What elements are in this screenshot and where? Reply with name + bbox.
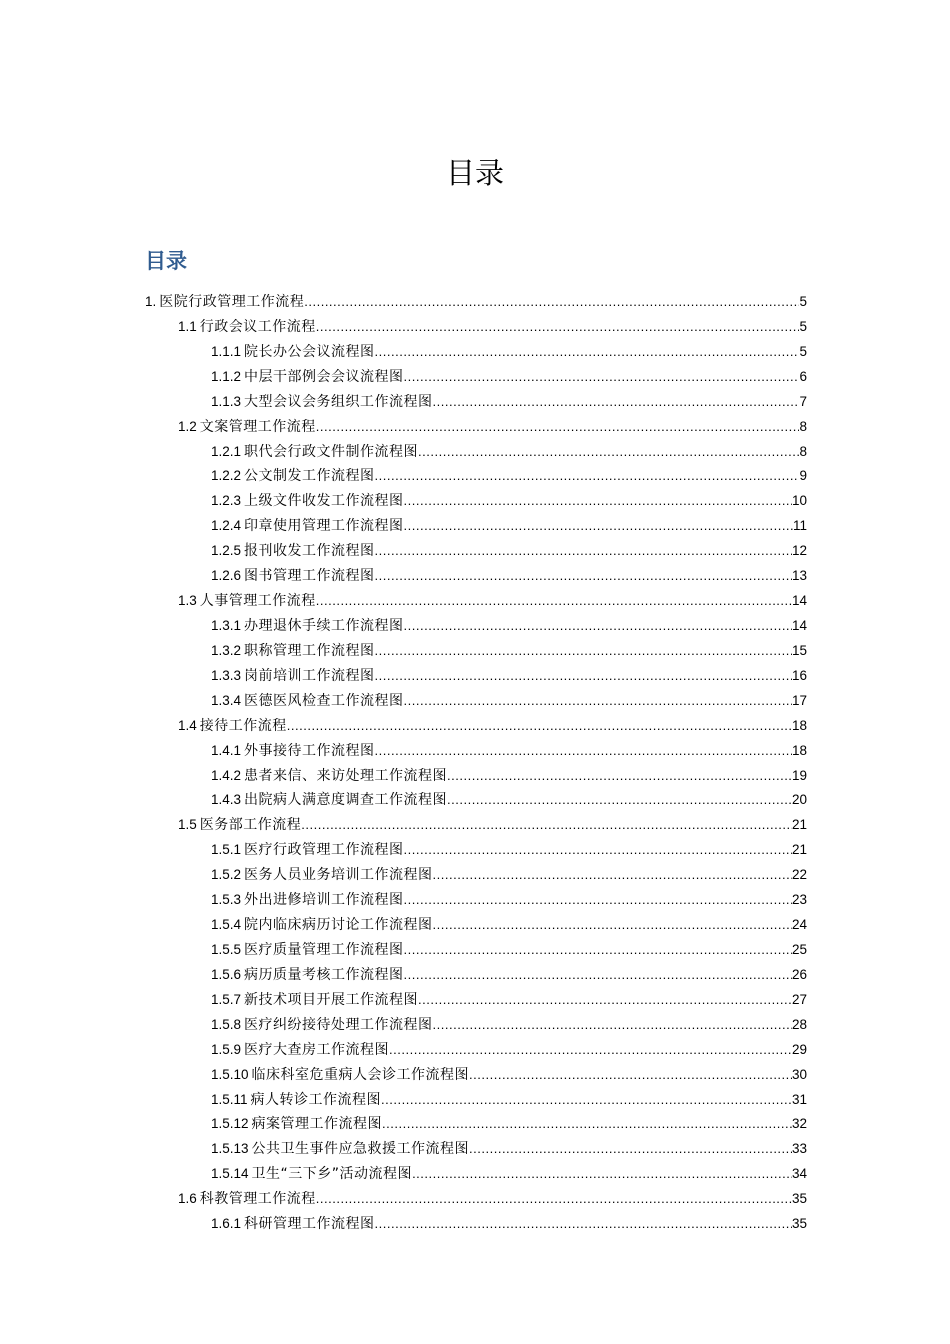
toc-entry-title: 医疗大查房工作流程图: [244, 1041, 390, 1058]
toc-entry[interactable]: [145, 838, 807, 863]
toc-entry-number: 1.5.2: [211, 867, 242, 883]
toc-entry-page-number: 23: [791, 892, 807, 908]
toc-entry-page-number: 31: [791, 1091, 807, 1107]
toc-entry-number: 1.2.1: [211, 443, 242, 459]
toc-entry-number: 1.5.6: [211, 966, 242, 982]
toc-entry-number: 1.3.2: [211, 642, 242, 658]
toc-dot-leader: [375, 539, 792, 564]
toc-dot-leader: [404, 514, 793, 539]
toc-entry[interactable]: [145, 514, 807, 539]
toc-entry-page-number: 29: [791, 1041, 807, 1057]
toc-entry-title: 医务人员业务培训工作流程图: [244, 867, 433, 884]
toc-dot-leader: [404, 689, 792, 714]
toc-entry-title: 文案管理工作流程: [199, 418, 316, 435]
toc-entry[interactable]: [145, 664, 807, 689]
toc-dot-leader: [375, 639, 792, 664]
toc-entry-page-number: 14: [791, 593, 807, 609]
toc-entry-title: 院长办公会议流程图: [244, 343, 375, 360]
toc-entry[interactable]: [145, 1212, 807, 1237]
toc-entry-title: 外出进修培训工作流程图: [244, 892, 404, 909]
toc-entry-page-number: 15: [791, 642, 807, 658]
toc-entry-number: 1.5.13: [211, 1141, 249, 1157]
toc-entry-number: 1.3.3: [211, 667, 242, 683]
toc-entry-title: 卫生“三下乡”活动流程图: [251, 1166, 413, 1183]
toc-entry-page-number: 5: [799, 318, 807, 334]
toc-dot-leader: [447, 764, 792, 789]
toc-entry[interactable]: [145, 813, 807, 838]
toc-entry-title: 科教管理工作流程: [199, 1191, 316, 1208]
toc-entry-page-number: 11: [792, 518, 807, 534]
toc-entry-number: 1.4.3: [211, 792, 242, 808]
toc-entry-title: 出院病人满意度调查工作流程图: [244, 792, 448, 809]
toc-entry-page-number: 24: [791, 917, 807, 933]
toc-dot-leader: [316, 415, 800, 440]
toc-entry-number: 1.5.1: [211, 842, 242, 858]
toc-entry[interactable]: [145, 764, 807, 789]
toc-entry-number: 1.5.10: [211, 1066, 249, 1082]
toc-entry-number: 1.1: [178, 318, 197, 334]
toc-entry-page-number: 21: [791, 817, 807, 833]
toc-entry-page-number: 16: [791, 667, 807, 683]
toc-entry[interactable]: [145, 1112, 807, 1137]
toc-dot-leader: [418, 440, 799, 465]
toc-entry-title: 医务部工作流程: [199, 817, 302, 834]
toc-entry-page-number: 12: [791, 543, 807, 559]
toc-entry-page-number: 13: [791, 568, 807, 584]
toc-dot-leader: [433, 1013, 792, 1038]
toc-entry-title: 新技术项目开展工作流程图: [244, 991, 419, 1008]
toc-entry-page-number: 14: [791, 617, 807, 633]
toc-entry-title: 医院行政管理工作流程: [159, 294, 305, 310]
toc-entry-number: 1.5.9: [211, 1041, 242, 1057]
toc-dot-leader: [375, 464, 800, 489]
toc-entry-page-number: 27: [791, 991, 807, 1007]
toc-entry-title: 临床科室危重病人会诊工作流程图: [251, 1066, 470, 1083]
toc-entry-title: 中层干部例会会议流程图: [244, 368, 404, 385]
toc-entry-title: 患者来信、来访处理工作流程图: [244, 767, 448, 784]
toc-entry[interactable]: [145, 1038, 807, 1063]
toc-entry-page-number: 5: [799, 294, 807, 309]
toc-dot-leader: [301, 813, 792, 838]
toc-dot-leader: [433, 863, 792, 888]
toc-dot-leader: [375, 340, 800, 365]
toc-entry[interactable]: [145, 988, 807, 1013]
toc-entry-number: 1.2.5: [211, 543, 242, 559]
toc-entry-page-number: 17: [791, 692, 807, 708]
toc-entry[interactable]: [145, 639, 807, 664]
toc-entry-title: 图书管理工作流程图: [244, 568, 375, 585]
toc-dot-leader: [375, 1212, 792, 1237]
toc-entry-page-number: 22: [791, 867, 807, 883]
toc-entry-page-number: 5: [799, 343, 807, 359]
toc-entry-title: 外事接待工作流程图: [244, 742, 375, 759]
toc-entry-number: 1.4: [178, 717, 197, 733]
toc-entry-number: 1.5.5: [211, 941, 242, 957]
toc-entry-number: 1.5.14: [211, 1166, 249, 1182]
toc-entry-page-number: 26: [791, 966, 807, 982]
toc-entry-title: 接待工作流程: [199, 717, 287, 734]
toc-entry-page-number: 35: [791, 1191, 807, 1207]
toc-dot-leader: [404, 489, 792, 514]
toc-entry[interactable]: [145, 739, 807, 764]
toc-entry-number: 1.1.2: [211, 368, 242, 384]
toc-entry-number: 1.4.2: [211, 767, 242, 783]
toc-entry[interactable]: [145, 390, 807, 415]
toc-entry-title: 院内临床病历讨论工作流程图: [244, 917, 433, 934]
toc-entry-page-number: 7: [799, 393, 807, 409]
toc-entry-page-number: 6: [799, 368, 807, 384]
toc-entry-number: 1.3.4: [211, 692, 242, 708]
toc-entry-page-number: 30: [791, 1066, 807, 1082]
toc-entry-number: 1.6: [178, 1191, 197, 1207]
toc-dot-leader: [404, 838, 792, 863]
toc-dot-leader: [418, 988, 792, 1013]
toc-entry-title: 病历质量考核工作流程图: [244, 966, 404, 983]
toc-entry[interactable]: [145, 913, 807, 938]
toc-entry-number: 1.2: [178, 418, 197, 434]
toc-entry-page-number: 21: [791, 842, 807, 858]
toc-dot-leader: [382, 1112, 792, 1137]
toc-entry-number: 1.5.8: [211, 1016, 242, 1032]
toc-entry-number: 1.5.3: [211, 892, 242, 908]
toc-entry-page-number: 33: [791, 1141, 807, 1157]
toc-entry-number: 1.1.1: [211, 343, 242, 359]
toc-entry[interactable]: [145, 365, 807, 390]
toc-dot-leader: [469, 1137, 792, 1162]
toc-entry-title: 人事管理工作流程: [199, 593, 316, 610]
toc-entry-number: 1.2.4: [211, 518, 242, 534]
toc-entry[interactable]: [145, 340, 807, 365]
toc-dot-leader: [433, 913, 792, 938]
toc-entry-number: 1.5.11: [211, 1091, 248, 1107]
toc-entry-page-number: 8: [799, 443, 807, 459]
toc-dot-leader: [412, 1162, 792, 1187]
toc-entry[interactable]: [145, 614, 807, 639]
toc-dot-leader: [316, 589, 792, 614]
toc-entry[interactable]: [145, 415, 807, 440]
toc-dot-leader: [404, 614, 792, 639]
table-of-contents: [145, 290, 807, 1237]
toc-entry-title: 大型会议会务组织工作流程图: [244, 393, 433, 410]
toc-dot-leader: [404, 938, 792, 963]
toc-dot-leader: [304, 290, 799, 315]
toc-entry-number: 1.2.6: [211, 568, 242, 584]
toc-dot-leader: [404, 888, 792, 913]
toc-entry[interactable]: [145, 1137, 807, 1162]
toc-entry-title: 公共卫生事件应急救援工作流程图: [251, 1141, 470, 1158]
page-title: 目录: [445, 156, 504, 190]
toc-dot-leader: [469, 1063, 792, 1088]
toc-entry-title: 办理退休手续工作流程图: [244, 617, 404, 634]
toc-dot-leader: [404, 963, 792, 988]
toc-entry-number: 1.2.3: [211, 493, 242, 509]
toc-entry[interactable]: [145, 539, 807, 564]
toc-entry[interactable]: [145, 440, 807, 465]
toc-dot-leader: [287, 714, 792, 739]
toc-entry-title: 上级文件收发工作流程图: [244, 493, 404, 510]
toc-entry-page-number: 10: [791, 493, 807, 509]
toc-entry-number: 1.3.1: [211, 617, 242, 633]
toc-entry[interactable]: [145, 489, 807, 514]
toc-entry[interactable]: [145, 938, 807, 963]
toc-entry-number: 1.4.1: [211, 742, 242, 758]
toc-dot-leader: [433, 390, 800, 415]
toc-entry[interactable]: [145, 963, 807, 988]
toc-entry[interactable]: [145, 1063, 807, 1088]
toc-entry-number: 1.: [145, 294, 157, 309]
toc-entry-page-number: 18: [791, 742, 807, 758]
toc-dot-leader: [316, 315, 800, 340]
toc-entry-title: 病案管理工作流程图: [251, 1116, 383, 1133]
toc-dot-leader: [375, 564, 792, 589]
toc-entry-page-number: 35: [791, 1216, 807, 1232]
toc-entry-title: 印章使用管理工作流程图: [244, 518, 404, 535]
toc-entry-title: 医德医风检查工作流程图: [244, 692, 404, 709]
toc-entry[interactable]: [145, 589, 807, 614]
toc-entry[interactable]: [145, 689, 807, 714]
toc-entry-number: 1.6.1: [211, 1216, 242, 1232]
toc-entry-title: 医疗纠纷接待处理工作流程图: [244, 1016, 433, 1033]
toc-entry-number: 1.1.3: [211, 393, 242, 409]
toc-entry-title: 职称管理工作流程图: [244, 642, 375, 659]
toc-entry-page-number: 20: [791, 792, 807, 808]
toc-entry[interactable]: [145, 863, 807, 888]
toc-entry-number: 1.2.2: [211, 468, 242, 484]
toc-entry-title: 行政会议工作流程: [199, 318, 316, 335]
toc-dot-leader: [447, 788, 792, 813]
toc-dot-leader: [381, 1088, 792, 1113]
toc-entry-page-number: 9: [799, 468, 807, 484]
toc-entry-title: 医疗行政管理工作流程图: [244, 842, 404, 859]
toc-entry-page-number: 25: [791, 941, 807, 957]
toc-entry-number: 1.5.4: [211, 917, 242, 933]
toc-entry-title: 岗前培训工作流程图: [244, 667, 375, 684]
toc-entry-page-number: 34: [791, 1166, 807, 1182]
toc-entry-page-number: 8: [799, 418, 807, 434]
toc-entry[interactable]: [145, 788, 807, 813]
toc-entry-title: 科研管理工作流程图: [244, 1216, 375, 1233]
toc-entry-page-number: 28: [791, 1016, 807, 1032]
toc-entry[interactable]: [145, 714, 807, 739]
toc-dot-leader: [375, 664, 792, 689]
toc-entry[interactable]: [145, 888, 807, 913]
toc-entry-title: 报刊收发工作流程图: [244, 543, 375, 560]
toc-entry-number: 1.5.12: [211, 1116, 249, 1132]
toc-entry-page-number: 18: [791, 717, 807, 733]
toc-entry-title: 医疗质量管理工作流程图: [244, 941, 404, 958]
toc-entry[interactable]: [145, 464, 807, 489]
toc-entry[interactable]: [145, 1187, 807, 1212]
toc-entry[interactable]: [145, 1013, 807, 1038]
toc-dot-leader: [316, 1187, 792, 1212]
toc-entry[interactable]: [145, 1088, 807, 1113]
toc-entry[interactable]: [145, 1162, 807, 1187]
toc-entry[interactable]: [145, 290, 807, 315]
toc-entry[interactable]: [145, 315, 807, 340]
toc-dot-leader: [375, 739, 792, 764]
toc-entry-title: 公文制发工作流程图: [244, 468, 375, 485]
toc-heading: 目录: [145, 249, 187, 273]
toc-entry-title: 病人转诊工作流程图: [250, 1091, 382, 1108]
toc-dot-leader: [404, 365, 800, 390]
toc-entry-page-number: 19: [791, 767, 807, 783]
toc-entry[interactable]: [145, 564, 807, 589]
toc-dot-leader: [389, 1038, 792, 1063]
toc-entry-number: 1.5: [178, 817, 197, 833]
toc-entry-title: 职代会行政文件制作流程图: [244, 443, 419, 460]
toc-entry-number: 1.5.7: [211, 991, 242, 1007]
toc-entry-number: 1.3: [178, 593, 197, 609]
toc-entry-page-number: 32: [791, 1116, 807, 1132]
